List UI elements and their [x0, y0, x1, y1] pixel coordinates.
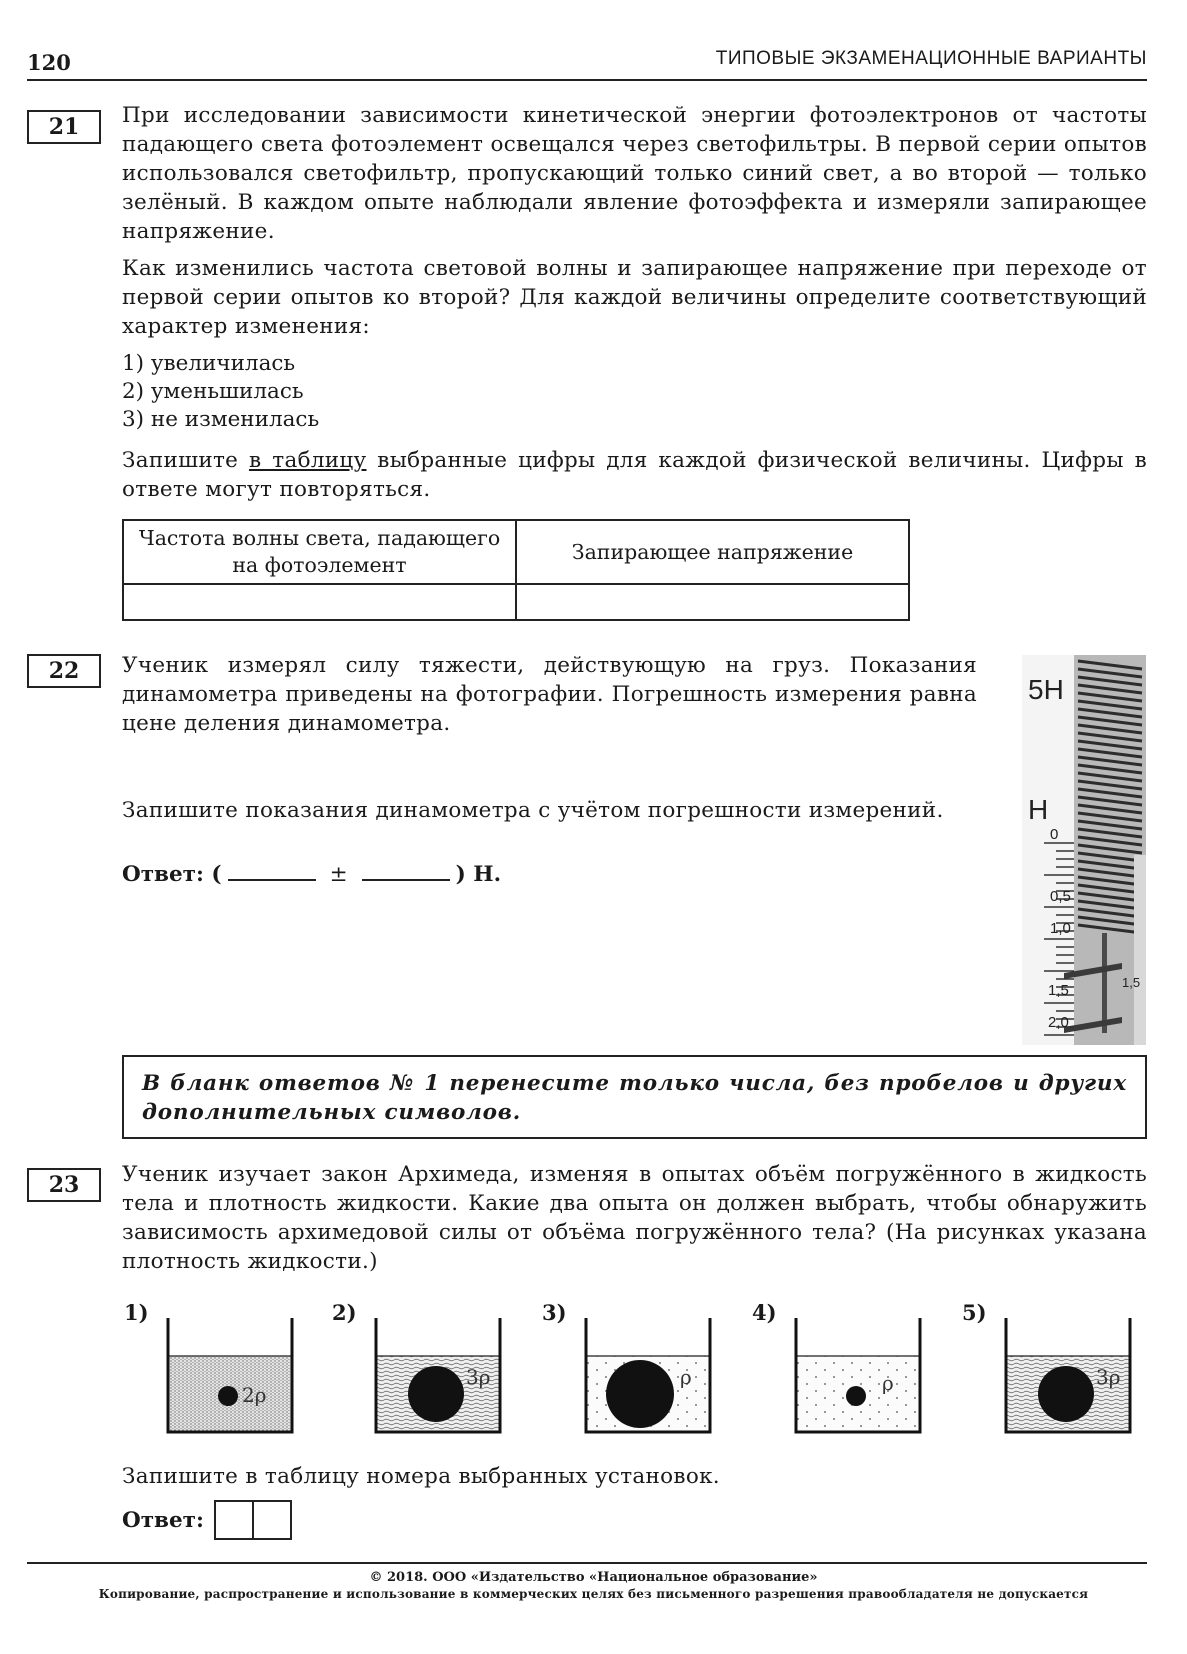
setup-1-vessel — [166, 1318, 294, 1434]
q21-table-header-frequency: Частота волны света, падающего на фотоэлемент — [123, 520, 516, 584]
q22-answer-error-blank[interactable] — [362, 857, 450, 881]
q21-instruction-pre: Запишите — [122, 448, 250, 473]
setup-5-body — [1038, 1366, 1094, 1422]
q21-instruction-post: выбранные цифры для каждой физической величины. Цифры в ответе могут повторяться. — [122, 448, 1147, 502]
q22-instruction: Запишите показания динамометра с учётом погрешности измерений. — [122, 798, 944, 823]
q21-options — [122, 350, 319, 434]
q21-answer-cell-voltage[interactable] — [516, 584, 909, 620]
q22-plus-minus: ± — [329, 862, 348, 887]
question-number-23: 23 — [27, 1168, 101, 1202]
q21-question: Как изменились частота световой волны и запирающее напряжение при переходе от первой серии опытов ко второй? Для каждой величины определите соответствующий характер изменения: — [122, 256, 1147, 339]
q21-option-1: 1) увеличилась — [122, 351, 296, 376]
q21-option-2: 2) уменьшилась — [122, 379, 304, 404]
q21-answer-cell-frequency[interactable] — [123, 584, 516, 620]
footer-copyright: © 2018. ООО «Издательство «Национальное образование» — [369, 1570, 818, 1585]
q23-answer-cell-1[interactable] — [216, 1502, 252, 1538]
question-number-22: 22 — [27, 654, 101, 688]
setup-4-label: 4) — [752, 1300, 777, 1325]
setup-5 — [962, 1300, 1152, 1435]
photo-label-5n: 5Н — [1028, 674, 1064, 705]
q23-instruction: Запишите в таблицу номера выбранных установок. — [122, 1464, 720, 1489]
q23-answer-label: Ответ: — [122, 1507, 204, 1533]
dynamometer-photo — [1022, 655, 1146, 1045]
header-divider — [27, 79, 1147, 81]
setup-2-vessel — [374, 1318, 502, 1434]
q23-answer-cells — [214, 1500, 292, 1540]
setup-2-density: 3ρ — [466, 1365, 491, 1389]
scale-label-1-0: 1,0 — [1050, 920, 1071, 937]
setup-5-label: 5) — [962, 1300, 987, 1325]
scale-label-2-0: 2,0 — [1048, 1014, 1069, 1031]
setup-1-body — [218, 1386, 238, 1406]
scale-label-1-5: 1,5 — [1048, 982, 1069, 999]
setup-2-label: 2) — [332, 1300, 357, 1325]
setup-3-label: 3) — [542, 1300, 567, 1325]
setup-1 — [124, 1300, 314, 1435]
q21-option-3: 3) не изменилась — [122, 407, 320, 432]
setup-3-vessel — [584, 1318, 712, 1434]
setup-3-body — [606, 1360, 674, 1428]
setup-3-density: ρ — [680, 1365, 692, 1389]
question-number-21: 21 — [27, 110, 101, 144]
q21-instruction — [122, 446, 1147, 504]
setup-1-density: 2ρ — [242, 1383, 267, 1407]
setup-4 — [752, 1300, 942, 1435]
scale-label-1-5-right: 1,5 — [1122, 975, 1141, 990]
q21-answer-table — [122, 519, 910, 621]
q23-answer-line — [122, 1500, 292, 1540]
running-header: ТИПОВЫЕ ЭКЗАМЕНАЦИОННЫЕ ВАРИАНТЫ — [715, 48, 1147, 69]
footer-divider — [27, 1562, 1147, 1564]
setup-4-body — [846, 1386, 866, 1406]
q22-answer-line — [122, 857, 501, 887]
q23-answer-cell-2[interactable] — [252, 1502, 290, 1538]
setup-2-body — [408, 1366, 464, 1422]
q22-answer-unit: ) Н. — [455, 862, 502, 887]
scale-label-0: 0 — [1050, 826, 1059, 843]
q23-intro: Ученик изучает закон Архимеда, изменяя в опытах объём погружённого в жидкость тела и плотность жидкости. Какие два опыта он должен выбрать, чтобы обнаружить зависимость архимедовой силы от объёма погружённого тела? (На рисунках указана плотность жидкости.) — [122, 1162, 1147, 1274]
answer-sheet-notice: В бланк ответов № 1 перенесите только числа, без пробелов и других дополнительных символов. — [122, 1055, 1147, 1139]
setup-5-vessel — [1004, 1318, 1132, 1434]
setup-2 — [332, 1300, 522, 1435]
footer-notice: Копирование, распространение и использование в коммерческих целях без письменного разрешения правообладателя не допускается — [98, 1587, 1089, 1601]
q22-intro: Ученик измерял силу тяжести, действующую на груз. Показания динамометра приведены на фотографии. Погрешность измерения равна цене деления динамометра. — [122, 653, 977, 736]
setup-5-density: 3ρ — [1096, 1365, 1121, 1389]
scale-label-0-5: 0,5 — [1050, 888, 1071, 905]
q21-table-header-voltage: Запирающее напряжение — [516, 520, 909, 584]
q21-instruction-underlined: в таблицу — [249, 448, 367, 473]
setup-1-label: 1) — [124, 1300, 149, 1325]
q21-intro: При исследовании зависимости кинетической энергии фотоэлектронов от частоты падающего света фотоэлемент освещался через светофильтры. В первой серии опытов использовался светофильтр, пропускающий только синий свет, а во второй — только зелёный. В каждом опыте наблюдали явление фотоэффекта и измеряли запирающее напряжение. — [122, 103, 1147, 244]
setup-3 — [542, 1300, 732, 1435]
q22-answer-label: Ответ: ( — [122, 862, 222, 887]
setup-4-vessel — [794, 1318, 922, 1434]
page-number: 120 — [27, 50, 71, 75]
setup-4-density: ρ — [882, 1371, 894, 1395]
q22-answer-value-blank[interactable] — [228, 857, 316, 881]
photo-label-unit: Н — [1028, 794, 1049, 825]
